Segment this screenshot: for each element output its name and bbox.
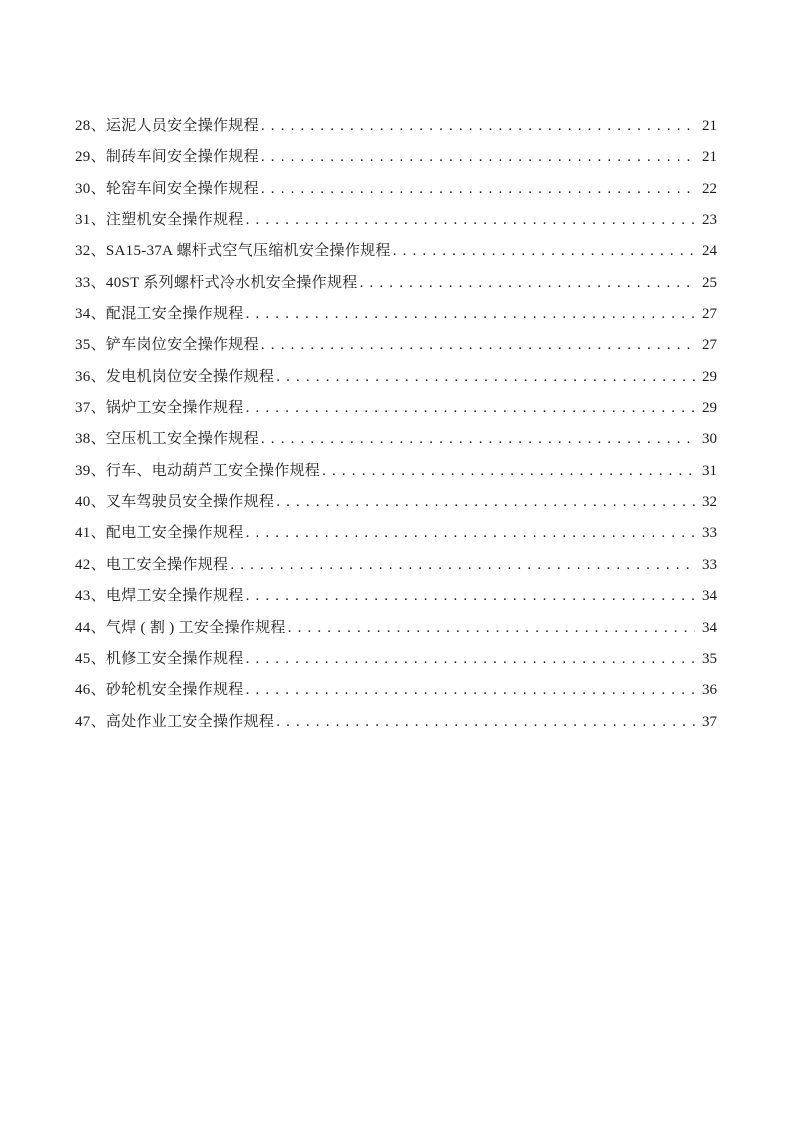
toc-entry-label: 31、注塑机安全操作规程: [75, 212, 244, 229]
dot-leader: [246, 518, 695, 549]
toc-entry: [75, 644, 717, 675]
toc-entry-page-number: 27: [702, 306, 717, 323]
toc-entry: [75, 205, 717, 236]
dot-leader: [246, 644, 695, 675]
toc-entry: [75, 142, 717, 173]
toc-entry-label: 35、铲车岗位安全操作规程: [75, 337, 259, 354]
toc-entry-page-number: 35: [702, 650, 717, 667]
toc-entry: [75, 456, 717, 487]
toc-entry-label: 30、轮窑车间安全操作规程: [75, 180, 259, 197]
toc-entry-page-number: 21: [702, 149, 717, 166]
toc-entry-page-number: 32: [702, 494, 717, 511]
toc-entry-label: 28、运泥人员安全操作规程: [75, 118, 259, 134]
toc-entry-page-number: 21: [702, 118, 717, 134]
toc-entry-label: 46、砂轮机安全操作规程: [75, 682, 244, 699]
toc-entry: [75, 236, 717, 267]
toc-entry-label: 47、高处作业工安全操作规程: [75, 713, 275, 730]
toc-entry: [75, 707, 717, 738]
dot-leader: [393, 236, 695, 267]
toc-entry-page-number: 30: [702, 431, 717, 448]
dot-leader: [246, 205, 695, 236]
toc-entry: [75, 581, 717, 612]
toc-entry: [75, 299, 717, 330]
dot-leader: [246, 581, 695, 612]
toc-entry: [75, 518, 717, 549]
dot-leader: [288, 613, 695, 644]
toc-entry-page-number: 27: [702, 337, 717, 354]
toc-entry-page-number: 29: [702, 368, 717, 385]
toc-entry-label: 43、电焊工安全操作规程: [75, 588, 244, 605]
dot-leader: [276, 362, 695, 393]
dot-leader: [246, 393, 695, 424]
dot-leader: [261, 424, 695, 455]
toc-entry-page-number: 31: [702, 462, 717, 479]
dot-leader: [261, 111, 695, 142]
toc-entry-page-number: 36: [702, 682, 717, 699]
toc-entry-label: 45、机修工安全操作规程: [75, 650, 244, 667]
dot-leader: [246, 675, 695, 706]
toc-entry-label: 29、制砖车间安全操作规程: [75, 149, 259, 166]
toc-entry: [75, 487, 717, 518]
dot-leader: [276, 487, 695, 518]
toc-entry-page-number: 34: [702, 619, 717, 636]
toc-entry-label: 42、电工安全操作规程: [75, 556, 229, 573]
toc-list: [75, 111, 717, 738]
toc-entry: [75, 550, 717, 581]
dot-leader: [261, 174, 695, 205]
toc-entry-label: 37、锅炉工安全操作规程: [75, 400, 244, 417]
toc-entry-label: 34、配混工安全操作规程: [75, 306, 244, 323]
toc-entry-label: 36、发电机岗位安全操作规程: [75, 368, 275, 385]
toc-entry: [75, 393, 717, 424]
toc-entry-label: 32、SA15-37A 螺杆式空气压缩机安全操作规程: [75, 243, 391, 260]
toc-entry-page-number: 29: [702, 400, 717, 417]
toc-entry: [75, 424, 717, 455]
dot-leader: [276, 707, 695, 738]
toc-entry: [75, 111, 717, 142]
toc-entry-label: 41、配电工安全操作规程: [75, 525, 244, 542]
toc-entry: [75, 675, 717, 706]
toc-entry: [75, 362, 717, 393]
toc-entry-page-number: 37: [702, 713, 717, 730]
toc-entry-label: 39、行车、电动葫芦工安全操作规程: [75, 462, 321, 479]
dot-leader: [322, 456, 695, 487]
dot-leader: [246, 299, 695, 330]
toc-entry: [75, 268, 717, 299]
dot-leader: [360, 268, 695, 299]
toc-entry-page-number: 25: [702, 274, 717, 291]
dot-leader: [261, 142, 695, 173]
toc-entry-label: 40、叉车驾驶员安全操作规程: [75, 494, 275, 511]
toc-entry-label: 33、40ST 系列螺杆式冷水机安全操作规程: [75, 274, 358, 291]
toc-entry-label: 44、气焊 ( 割 ) 工安全操作规程: [75, 619, 286, 636]
toc-entry-page-number: 33: [702, 525, 717, 542]
toc-entry: [75, 174, 717, 205]
toc-entry-page-number: 23: [702, 212, 717, 229]
dot-leader: [230, 550, 695, 581]
toc-entry-page-number: 34: [702, 588, 717, 605]
toc-entry-page-number: 22: [702, 180, 717, 197]
toc-entry: [75, 613, 717, 644]
toc-entry-page-number: 33: [702, 556, 717, 573]
toc-entry: [75, 330, 717, 361]
toc-entry-page-number: 24: [702, 243, 717, 260]
dot-leader: [261, 330, 695, 361]
toc-entry-label: 38、空压机工安全操作规程: [75, 431, 259, 448]
